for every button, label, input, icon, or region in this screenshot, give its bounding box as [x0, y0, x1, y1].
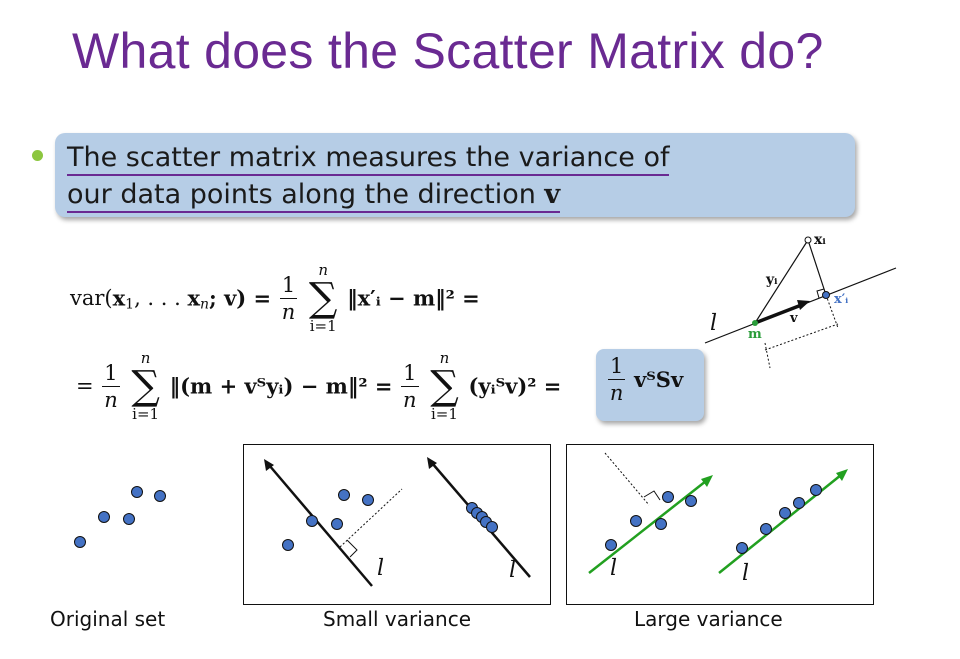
sum-2: n ∑ i=1	[131, 349, 160, 423]
point-m	[752, 320, 758, 326]
data-point	[761, 524, 772, 535]
eq2-lead: =	[76, 374, 94, 398]
equation-line-1	[70, 262, 480, 334]
line-label-l: l	[610, 556, 618, 581]
label-m: m	[748, 327, 762, 342]
data-point	[283, 540, 294, 551]
sum-1: n ∑ i=1	[308, 261, 338, 335]
bullet-text	[67, 139, 669, 213]
data-point	[606, 540, 617, 551]
data-point	[99, 512, 110, 523]
label-l: l	[710, 311, 718, 336]
result-highlight	[596, 349, 704, 421]
final-term: vᵀSv	[634, 367, 684, 392]
caption-original-set: Original set	[50, 607, 166, 631]
caption-large-variance: Large variance	[634, 607, 783, 631]
bullet-icon	[32, 150, 43, 161]
point-xi	[805, 237, 811, 243]
line-label-l: l	[509, 558, 517, 583]
data-point	[656, 519, 667, 530]
slide-title: What does the Scatter Matrix do?	[72, 23, 824, 79]
data-point	[155, 491, 166, 502]
var-sub-1: 1	[125, 296, 135, 313]
small-variance-panel	[243, 444, 551, 605]
data-point	[780, 508, 791, 519]
eq2-term-2: (yᵢᵀv)² =	[468, 373, 562, 399]
var-prefix: var(	[70, 286, 113, 310]
var-sub-n: n	[200, 296, 210, 313]
line-label-l: l	[377, 556, 385, 581]
data-point	[75, 537, 86, 548]
data-point	[124, 514, 135, 525]
data-point	[794, 498, 805, 509]
point-xprime	[823, 292, 830, 299]
frac-1: $\frac{1}{n}$	[281, 272, 296, 324]
data-point	[686, 496, 697, 507]
data-point	[737, 543, 748, 554]
large-variance-panel	[566, 444, 874, 605]
line-label-l: l	[742, 561, 750, 586]
bullet-line-1: The scatter matrix measures the variance of	[67, 142, 669, 176]
bullet-line-2	[67, 179, 560, 213]
var-mid: , . . .	[134, 286, 188, 310]
data-point	[332, 519, 343, 530]
bullet-line-2-prefix: our data points along the direction	[67, 179, 545, 210]
data-point	[339, 490, 350, 501]
var-x-n: x	[187, 285, 201, 311]
direction-v: v	[544, 179, 561, 210]
label-xprime: x′ᵢ	[834, 292, 849, 307]
var-x: x	[112, 285, 126, 311]
data-point	[663, 492, 674, 503]
label-yi: yᵢ	[766, 272, 778, 288]
projection-diagram	[700, 228, 900, 376]
var-end: ; v) =	[209, 285, 272, 311]
label-xi: xᵢ	[814, 232, 826, 248]
frac-final: $\frac{1}{n}$	[609, 354, 624, 405]
bullet-callout	[55, 133, 855, 217]
eq2-term-1: ‖(m + vᵀyᵢ) − m‖² =	[169, 373, 393, 399]
data-point	[307, 516, 318, 527]
term-1: ‖x′ᵢ − m‖² =	[347, 285, 480, 311]
sum-3: n ∑ i=1	[430, 349, 459, 423]
frac-2: $\frac{1}{n}$	[104, 360, 118, 412]
data-point	[811, 485, 822, 496]
data-point	[363, 495, 374, 506]
caption-small-variance: Small variance	[323, 607, 472, 631]
label-v: v	[790, 311, 798, 326]
equation-line-2	[76, 350, 561, 422]
data-point	[487, 522, 498, 533]
data-point	[631, 516, 642, 527]
original-set-plot	[60, 475, 180, 565]
frac-3: $\frac{1}{n}$	[403, 360, 417, 412]
data-point	[132, 487, 143, 498]
